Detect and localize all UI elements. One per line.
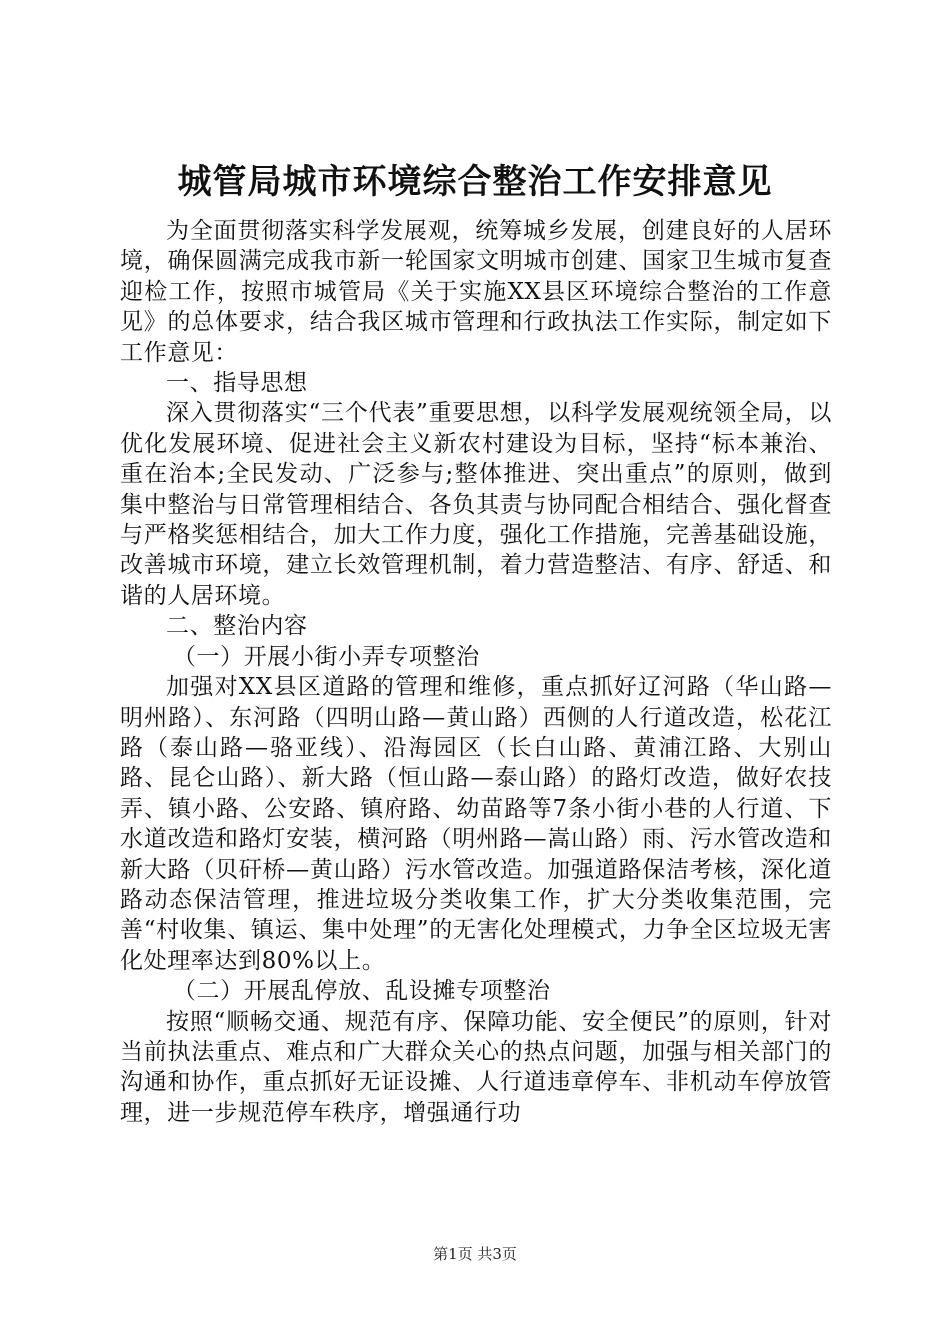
page-footer: 第1页 共3页 <box>433 1245 517 1263</box>
document-body <box>120 216 832 1128</box>
subsection-heading-small-streets: （一）开展小街小弄专项整治 <box>172 643 480 670</box>
subsection-heading-parking-stalls: （二）开展乱停放、乱设摊专项整治 <box>172 978 551 1005</box>
document-title: 城管局城市环境综合整治工作安排意见 <box>177 162 773 202</box>
guiding-thought-paragraph: 深入贯彻落实“三个代表”重要思想，以科学发展观统领全局，以优化发展环境、促进社会主义新农村建设为目标，坚持“标本兼治、重在治本;全民发动、广泛参与;整体推进、突出重点”的原则，做到集中整治与日常管理相结合、各负其责与协同配合相结合、强化督查与严格奖惩相结合，加大工作力度，强化工作措施，完善基础设施，改善城市环境，建立长效管理机制，着力营造整洁、有序、舒适、和谐的人居环境。 <box>120 400 832 609</box>
intro-paragraph: 为全面贯彻落实科学发展观，统筹城乡发展，创建良好的人居环境，确保圆满完成我市新一轮国家文明城市创建、国家卫生城市复查迎检工作，按照市城管局《关于实施XX县区环境综合整治的工作意见》的总体要求，结合我区城市管理和行政执法工作实际，制定如下工作意见： <box>120 218 832 366</box>
section-heading-guiding-thought: 一、指导思想 <box>166 370 308 397</box>
parking-stalls-paragraph: 按照“顺畅交通、规范有序、保障功能、安全便民”的原则，针对当前执法重点、难点和广大群众关心的热点问题，加强与相关部门的沟通和协作，重点抓好无证设摊、人行道违章停车、非机动车停放管理，进一步规范停车秩序，增强通行功 <box>120 1008 832 1126</box>
section-heading-rectification-content: 二、整治内容 <box>166 613 308 640</box>
small-streets-paragraph: 加强对XX县区道路的管理和维修，重点抓好辽河路（华山路—明州路）、东河路（四明山路—黄山路）西侧的人行道改造，松花江路（泰山路—骆亚线）、沿海园区（长白山路、黄浦江路、大别山路、昆仑山路）、新大路（恒山路—泰山路）的路灯改造，做好农技弄、镇小路、公安路、镇府路、幼苗路等7条小街小巷的人行道、下水道改造和路灯安装，横河路（明州路—嵩山路）雨、污水管改造和新大路（贝矸桥—黄山路）污水管改造。加强道路保洁考核，深化道路动态保洁管理，推进垃圾分类收集工作，扩大分类收集范围，完善“村收集、镇运、集中处理”的无害化处理模式，力争全区垃圾无害化处理率达到80%以上。 <box>120 674 832 974</box>
